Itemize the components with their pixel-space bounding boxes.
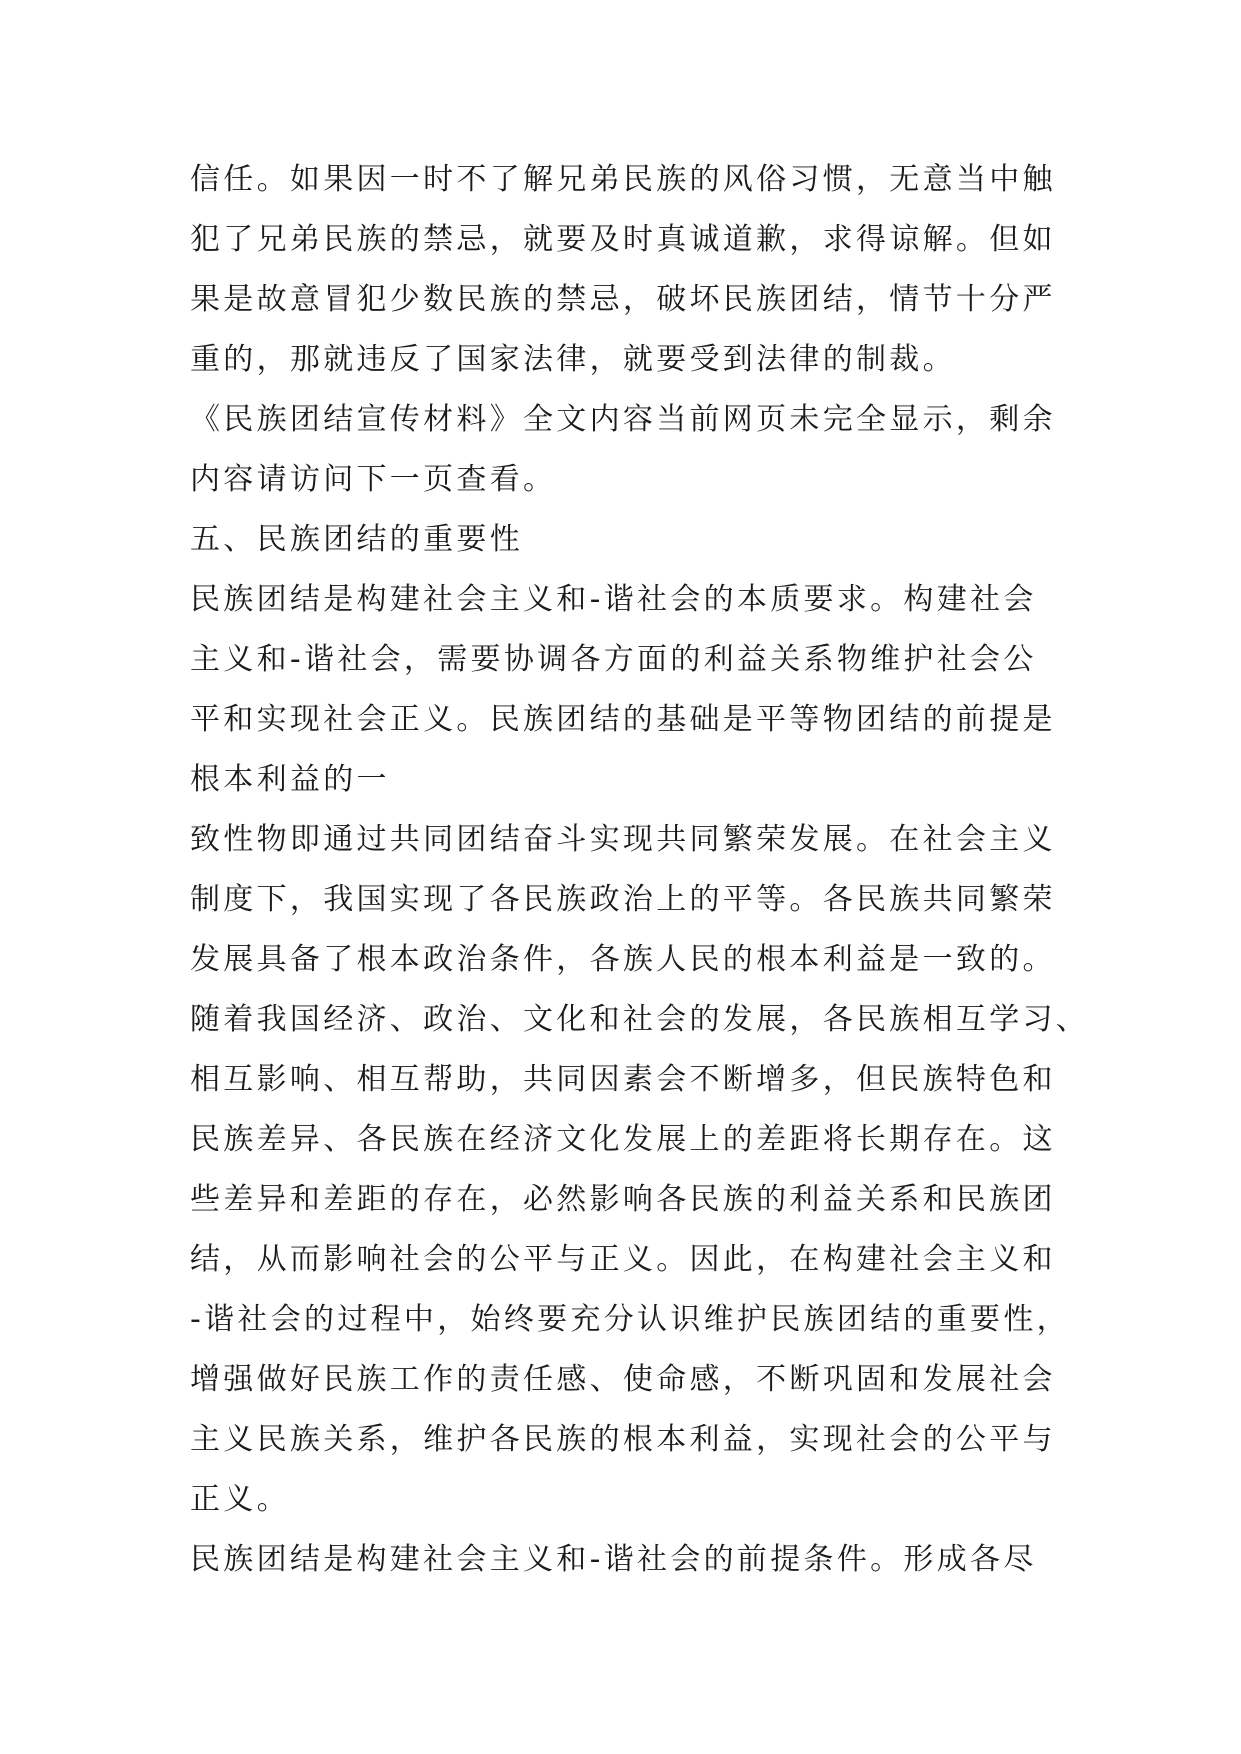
paragraph-line: 平和实现社会正义。民族团结的基础是平等物团结的前提是 (190, 702, 1056, 737)
paragraph-line: 民族团结是构建社会主义和-谐社会的本质要求。构建社会 (190, 582, 1037, 617)
paragraph-line: 果是故意冒犯少数民族的禁忌，破坏民族团结，情节十分严 (190, 282, 1056, 317)
paragraph-line: 信任。如果因一时不了解兄弟民族的风俗习惯，无意当中触 (190, 162, 1056, 197)
paragraph-line: 重的，那就违反了国家法律，就要受到法律的制裁。 (190, 342, 956, 377)
paragraph-line: 发展具备了根本政治条件，各族人民的根本利益是一致的。 (190, 942, 1056, 977)
paragraph-line: 主义民族关系，维护各民族的根本利益，实现社会的公平与 (190, 1422, 1056, 1457)
paragraph-line: 正义。 (190, 1482, 290, 1517)
paragraph-line: 制度下，我国实现了各民族政治上的平等。各民族共同繁荣 (190, 882, 1056, 917)
paragraph-line: 相互影响、相互帮助，共同因素会不断增多，但民族特色和 (190, 1062, 1056, 1097)
paragraph-line: 民族差异、各民族在经济文化发展上的差距将长期存在。这 (190, 1122, 1056, 1157)
paragraph-line: 些差异和差距的存在，必然影响各民族的利益关系和民族团 (190, 1182, 1056, 1217)
paragraph-line: 随着我国经济、政治、文化和社会的发展，各民族相互学习、 (190, 1002, 1090, 1037)
paragraph-line: 主义和-谐社会，需要协调各方面的利益关系物维护社会公 (190, 642, 1037, 677)
paragraph-line: 犯了兄弟民族的禁忌，就要及时真诚道歉，求得谅解。但如 (190, 222, 1056, 257)
paragraph-line: 结，从而影响社会的公平与正义。因此，在构建社会主义和 (190, 1242, 1056, 1277)
notice-line: 内容请访问下一页查看。 (190, 462, 557, 497)
paragraph-line: 增强做好民族工作的责任感、使命感，不断巩固和发展社会 (190, 1362, 1056, 1397)
notice-line: 《民族团结宣传材料》全文内容当前网页未完全显示，剩余 (190, 402, 1056, 437)
section-heading: 五、民族团结的重要性 (190, 522, 523, 557)
paragraph-line: -谐社会的过程中，始终要充分认识维护民族团结的重要性， (190, 1302, 1070, 1337)
paragraph-line: 民族团结是构建社会主义和-谐社会的前提条件。形成各尽 (190, 1542, 1037, 1577)
paragraph-line: 根本利益的一 (190, 762, 390, 797)
paragraph-line: 致性物即通过共同团结奋斗实现共同繁荣发展。在社会主义 (190, 822, 1056, 857)
